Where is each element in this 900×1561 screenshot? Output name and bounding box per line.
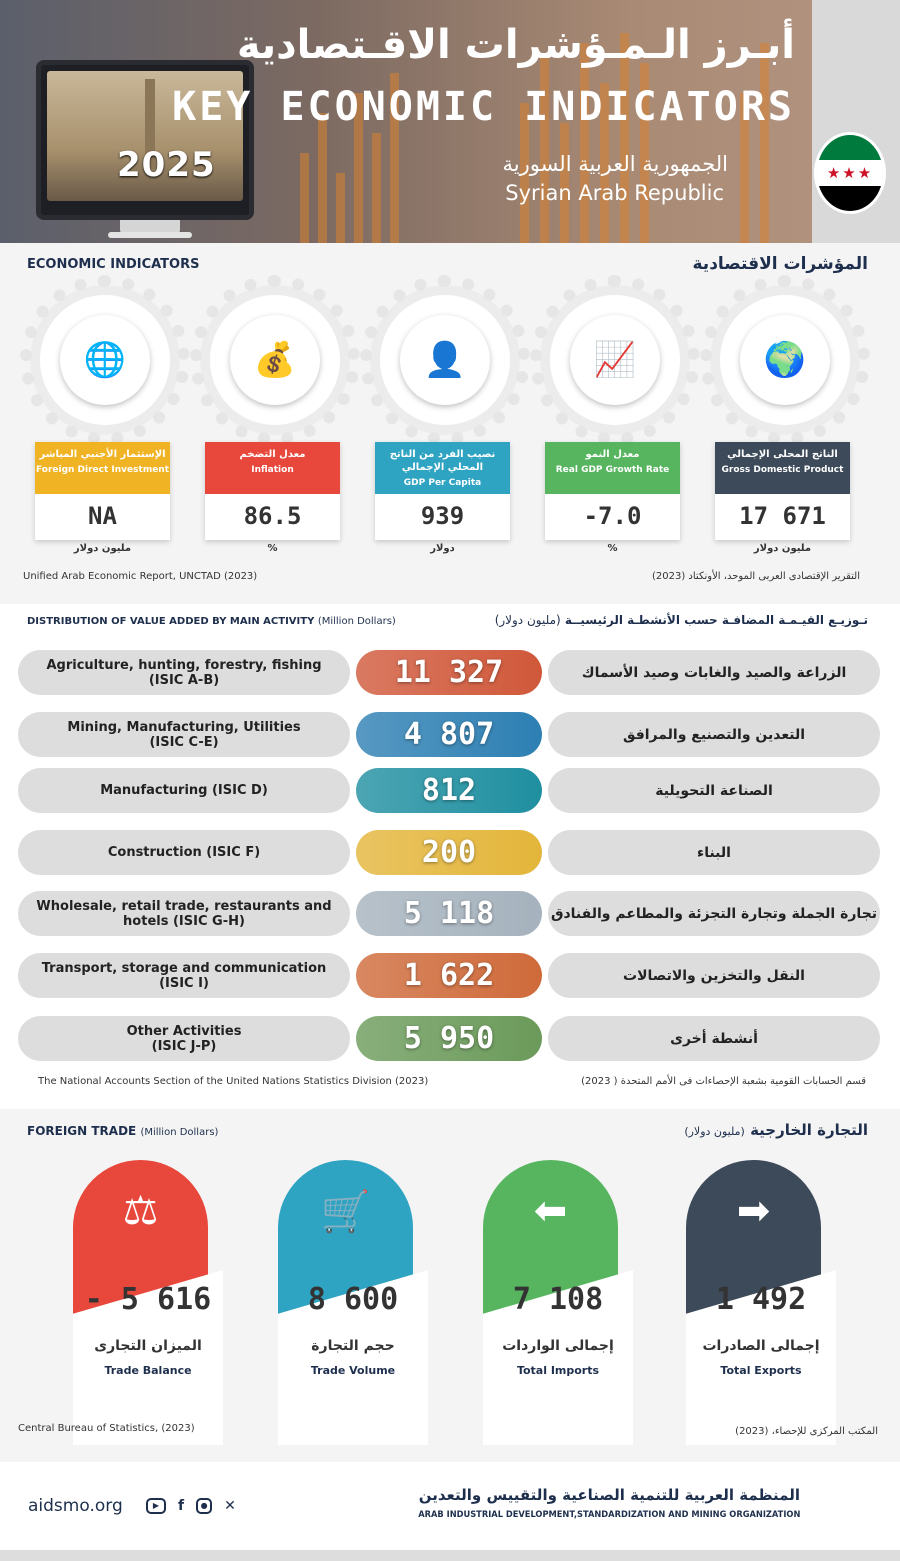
activity-label-en: Agriculture, hunting, forestry, fishing (ISIC A-B) [18,650,350,695]
activity-label-en: Construction (ISIC F) [18,830,350,875]
activity-label-ar: تجارة الجملة وتجارة التجزئة والمطاعم والفنادق [548,891,880,936]
gear-graphic [30,285,180,435]
trade-balance-icon: ⚖ [122,1188,159,1234]
org-name-en: ARAB INDUSTRIAL DEVELOPMENT,STANDARDIZATION AND MINING ORGANIZATION [417,1510,800,1520]
monitor-base [108,232,192,238]
trade-label-en: Trade Volume [310,1364,396,1377]
indicator-label-en: Gross Domestic Product [721,465,844,475]
indicator-card [205,442,340,540]
economic-indicators-title-ar: المؤشرات الاقتصادية [692,254,868,274]
org-name-ar: المنظمة العربية للتنمية الصناعية والتقييس والتعدين [418,1486,800,1504]
footer [0,1462,900,1550]
trade-card [483,1160,618,1440]
indicator-card [715,442,850,540]
indicator-value: -7.0 [583,502,642,530]
economic-indicators-title-en: ECONOMIC INDICATORS [27,257,200,272]
distribution-source-en: The National Accounts Section of the United Nations Statistics Division (2023) [38,1076,429,1087]
activity-label-ar: النقل والتخزين والاتصالات [548,953,880,998]
indicator-value: 939 [420,502,465,530]
indicator-label-ar: معدل النمو [585,449,640,460]
activity-label-ar: الزراعة والصيد والغابات وصيد الأسماك [548,650,880,695]
globe-arrow-in-icon: ⬅ [533,1188,568,1234]
globe-arrow-out-icon: ➡ [736,1188,771,1234]
activity-label-ar: التعدين والتصنيع والمرافق [548,712,880,757]
website-link[interactable]: aidsmo.org [28,1496,123,1516]
syria-flag-icon: ★★★ [814,132,886,214]
trade-label-ar: حجم التجارة [311,1338,395,1354]
indicator-unit: دولار [430,543,455,554]
indicator-label-ar: الناتج المحلى الإجمالي [727,449,838,460]
economic-source-en: Unified Arab Economic Report, UNCTAD (2023) [23,571,258,582]
globe-dollar-hand-icon: 🌐 [60,315,150,405]
gear-graphic [710,285,860,435]
gear-graphic [200,285,350,435]
country-name-ar: الجمهورية العربية السورية [502,152,728,176]
page-title-ar: أبـرز الـمـؤشرات الاقـتصادية [236,22,795,68]
gdp-globe-icon: 🌍 [740,315,830,405]
person-dollar-icon: 👤 [400,315,490,405]
x-icon[interactable]: ✕ [224,1498,236,1514]
distribution-source-ar: قسم الحسابات القومية بشعبة الإحصاءات فى الأمم المتحدة ( 2023) [581,1076,866,1087]
coins-inflation-icon: 💰 [230,315,320,405]
activity-value: 812 [356,768,542,813]
trade-label-en: Trade Balance [104,1364,192,1377]
activity-label-en: Other Activities (ISIC J-P) [18,1016,350,1061]
trade-value: - 5 616 [84,1282,212,1317]
year-label: 2025 [117,145,216,185]
gear-graphic [540,285,690,435]
trade-value: 8 600 [307,1282,399,1317]
activity-label-ar: الصناعة التحويلية [548,768,880,813]
youtube-icon[interactable]: ▶ [146,1498,166,1514]
growth-chart-icon: 📈 [570,315,660,405]
indicator-label-en: Inflation [251,465,294,475]
trade-source-en: Central Bureau of Statistics, (2023) [18,1423,195,1434]
country-name-en: Syrian Arab Republic [505,181,724,205]
indicator-unit: مليون دولار [73,543,132,554]
trade-source-ar: المكتب المركزى للإحصاء، (2023) [735,1426,878,1437]
activity-label-en: Manufacturing (ISIC D) [18,768,350,813]
activity-value: 200 [356,830,542,875]
distribution-title-ar: تـوزيـع القيـمـة المضافـة حسب الأنشطـة الرئيسيــة (مليون دولار) [494,613,868,627]
trade-card [686,1160,821,1440]
indicator-value: 86.5 [243,502,302,530]
trade-card [73,1160,212,1440]
trade-label-ar: الميزان التجارى [94,1338,202,1354]
activity-label-en: Transport, storage and communication (ISIC I) [18,953,350,998]
activity-label-en: Wholesale, retail trade, restaurants and hotels (ISIC G-H) [18,891,350,936]
instagram-icon[interactable]: ● [196,1498,212,1514]
footer-bar [0,1550,900,1561]
trade-label-en: Total Imports [516,1364,600,1377]
distribution-title-en: DISTRIBUTION OF VALUE ADDED BY MAIN ACTIVITY (Million Dollars) [27,616,396,627]
activity-value: 5 118 [356,891,542,936]
economic-source-ar: التقرير الإقتصادى العربى الموحد، الأونكتاد (2023) [651,571,860,582]
trade-label-en: Total Exports [720,1364,802,1377]
activity-label-ar: البناء [548,830,880,875]
indicator-value: NA [88,502,117,530]
activity-value: 1 622 [356,953,542,998]
activity-label-ar: أنشطة أخرى [548,1016,880,1061]
activity-value: 11 327 [356,650,542,695]
gear-graphic [370,285,520,435]
trade-title-en: FOREIGN TRADE (Million Dollars) [27,1124,219,1138]
facebook-icon[interactable]: f [178,1498,185,1514]
activity-value: 5 950 [356,1016,542,1061]
activity-label-en: Mining, Manufacturing, Utilities (ISIC C-E) [18,712,350,757]
indicator-card [35,442,170,540]
shopping-cart-globe-icon: 🛒 [320,1189,371,1235]
trade-label-ar: إجمالى الواردات [502,1338,614,1354]
indicator-label-en: Foreign Direct Investment [35,465,170,475]
trade-label-ar: إجمالى الصادرات [702,1338,820,1354]
trade-value: 7 108 [512,1282,604,1317]
indicator-label-en: Real GDP Growth Rate [555,465,670,475]
indicator-value: 17 671 [739,502,826,530]
indicator-label-ar: الإستثمار الأجنبي المباشر [39,449,166,460]
indicator-label-ar: معدل التضخم [239,449,306,460]
trade-value: 1 492 [715,1282,807,1317]
trade-card [278,1160,413,1440]
indicator-label-ar: نصيب الفرد من الناتج المحلي الإجمالي [389,449,496,473]
indicator-label-en: GDP Per Capita [403,478,482,488]
page-title-en: KEY ECONOMIC INDICATORS [172,84,795,130]
trade-title-ar: التجارة الخارجية (مليون دولار) [684,1121,868,1139]
activity-value: 4 807 [356,712,542,757]
indicator-card [375,442,510,540]
indicator-unit: مليون دولار [753,543,812,554]
social-links [146,1498,236,1514]
indicator-card [545,442,680,540]
indicator-unit: % [607,543,618,554]
indicator-unit: % [267,543,278,554]
